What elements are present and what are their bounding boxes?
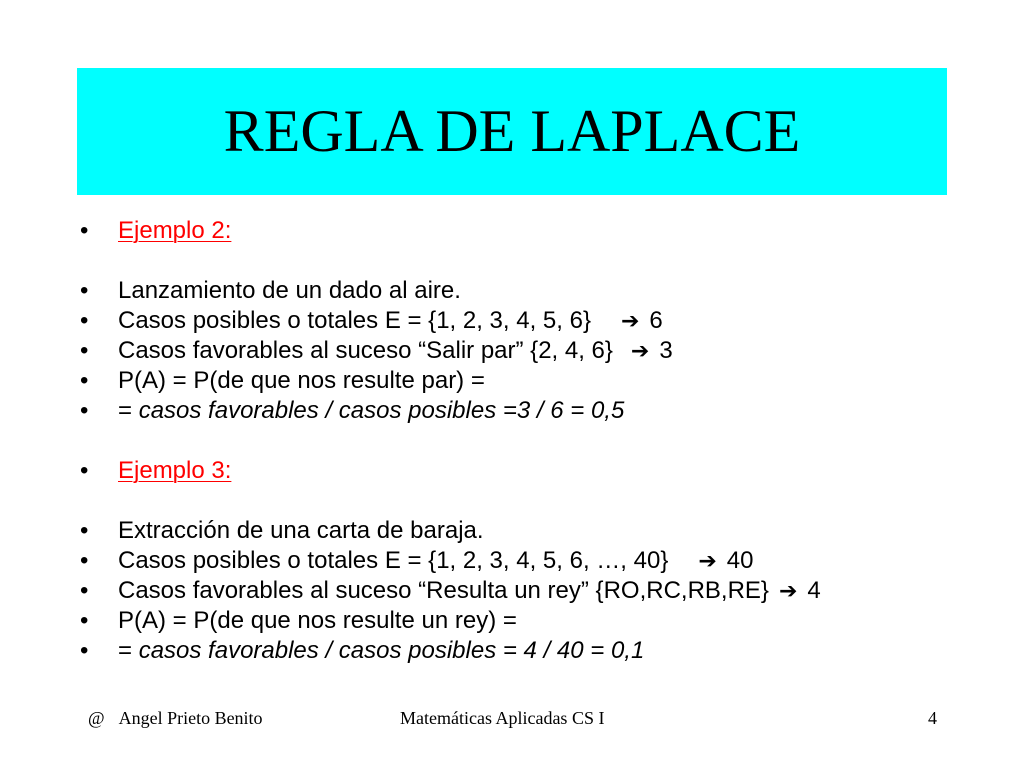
bullet: • [80,607,89,634]
example3-line2-result: 40 [726,547,754,574]
spacer [80,426,960,456]
example2-line2-result: 6 [649,307,663,334]
slide-title: REGLA DE LAPLACE [223,98,801,164]
arrow-icon: ➔ [698,548,717,573]
bullet: • [80,217,89,244]
example3-heading-row [80,456,960,486]
example3-line2-text: Casos posibles o totales E = {1, 2, 3, 4, 5, 6, …, 40} [118,547,669,574]
example2-line1 [80,276,960,306]
example3-line1 [80,516,960,546]
bullet: • [80,547,89,574]
footer-course: Matemáticas Aplicadas CS I [400,708,605,728]
example3-line3-result: 4 [807,577,821,604]
bullet: • [80,397,89,424]
example2-heading: Ejemplo 2: [118,217,232,244]
example2-line5-prefix: = [118,397,139,424]
bullet: • [80,367,89,394]
arrow-icon: ➔ [620,308,640,333]
example3-line3-text: Casos favorables al suceso “Resulta un rey” {RO,RC,RB,RE} [118,577,769,604]
example2-heading-row [80,216,960,246]
bullet: • [80,277,89,304]
spacer [80,486,960,516]
bullet: • [80,307,89,334]
footer-author-name: Angel Prieto Benito [118,708,263,728]
example2-line4-text: P(A) = P(de que nos resulte par) = [118,367,485,394]
footer-page-number: 4 [928,708,937,728]
example3-line5-formula: casos favorables / casos posibles = 4 / 40 = 0,1 [138,637,645,664]
example3-line2 [80,546,960,576]
bullet: • [80,577,89,604]
bullet: • [80,337,89,364]
example2-line3-result: 3 [659,337,673,364]
example3-line4 [80,606,960,636]
bullet: • [80,517,89,544]
example2-line2 [80,306,960,336]
footer-author [88,708,263,729]
example2-line3 [80,336,960,366]
example2-line1-text: Lanzamiento de un dado al aire. [118,277,461,304]
example2-line5-formula: casos favorables / casos posibles =3 / 6 = 0,5 [138,397,625,424]
slide-content [80,216,960,666]
example2-line2-text: Casos posibles o totales E = {1, 2, 3, 4, 5, 6} [118,307,591,334]
bullet: • [80,457,89,484]
spacer [80,246,960,276]
example2-line5 [80,396,960,426]
title-banner [77,68,947,195]
example3-heading: Ejemplo 3: [118,457,232,484]
arrow-icon: ➔ [630,338,650,363]
footer-at: @ [88,708,105,728]
example2-line4 [80,366,960,396]
example3-line5-prefix: = [118,637,139,664]
example3-line4-text: P(A) = P(de que nos resulte un rey) = [118,607,517,634]
bullet: • [80,637,89,664]
example3-line1-text: Extracción de una carta de baraja. [118,517,484,544]
example2-line3-text: Casos favorables al suceso “Salir par” {2, 4, 6} [118,337,613,364]
example3-line5 [80,636,960,666]
arrow-icon: ➔ [778,578,798,603]
example3-line3 [80,576,960,606]
